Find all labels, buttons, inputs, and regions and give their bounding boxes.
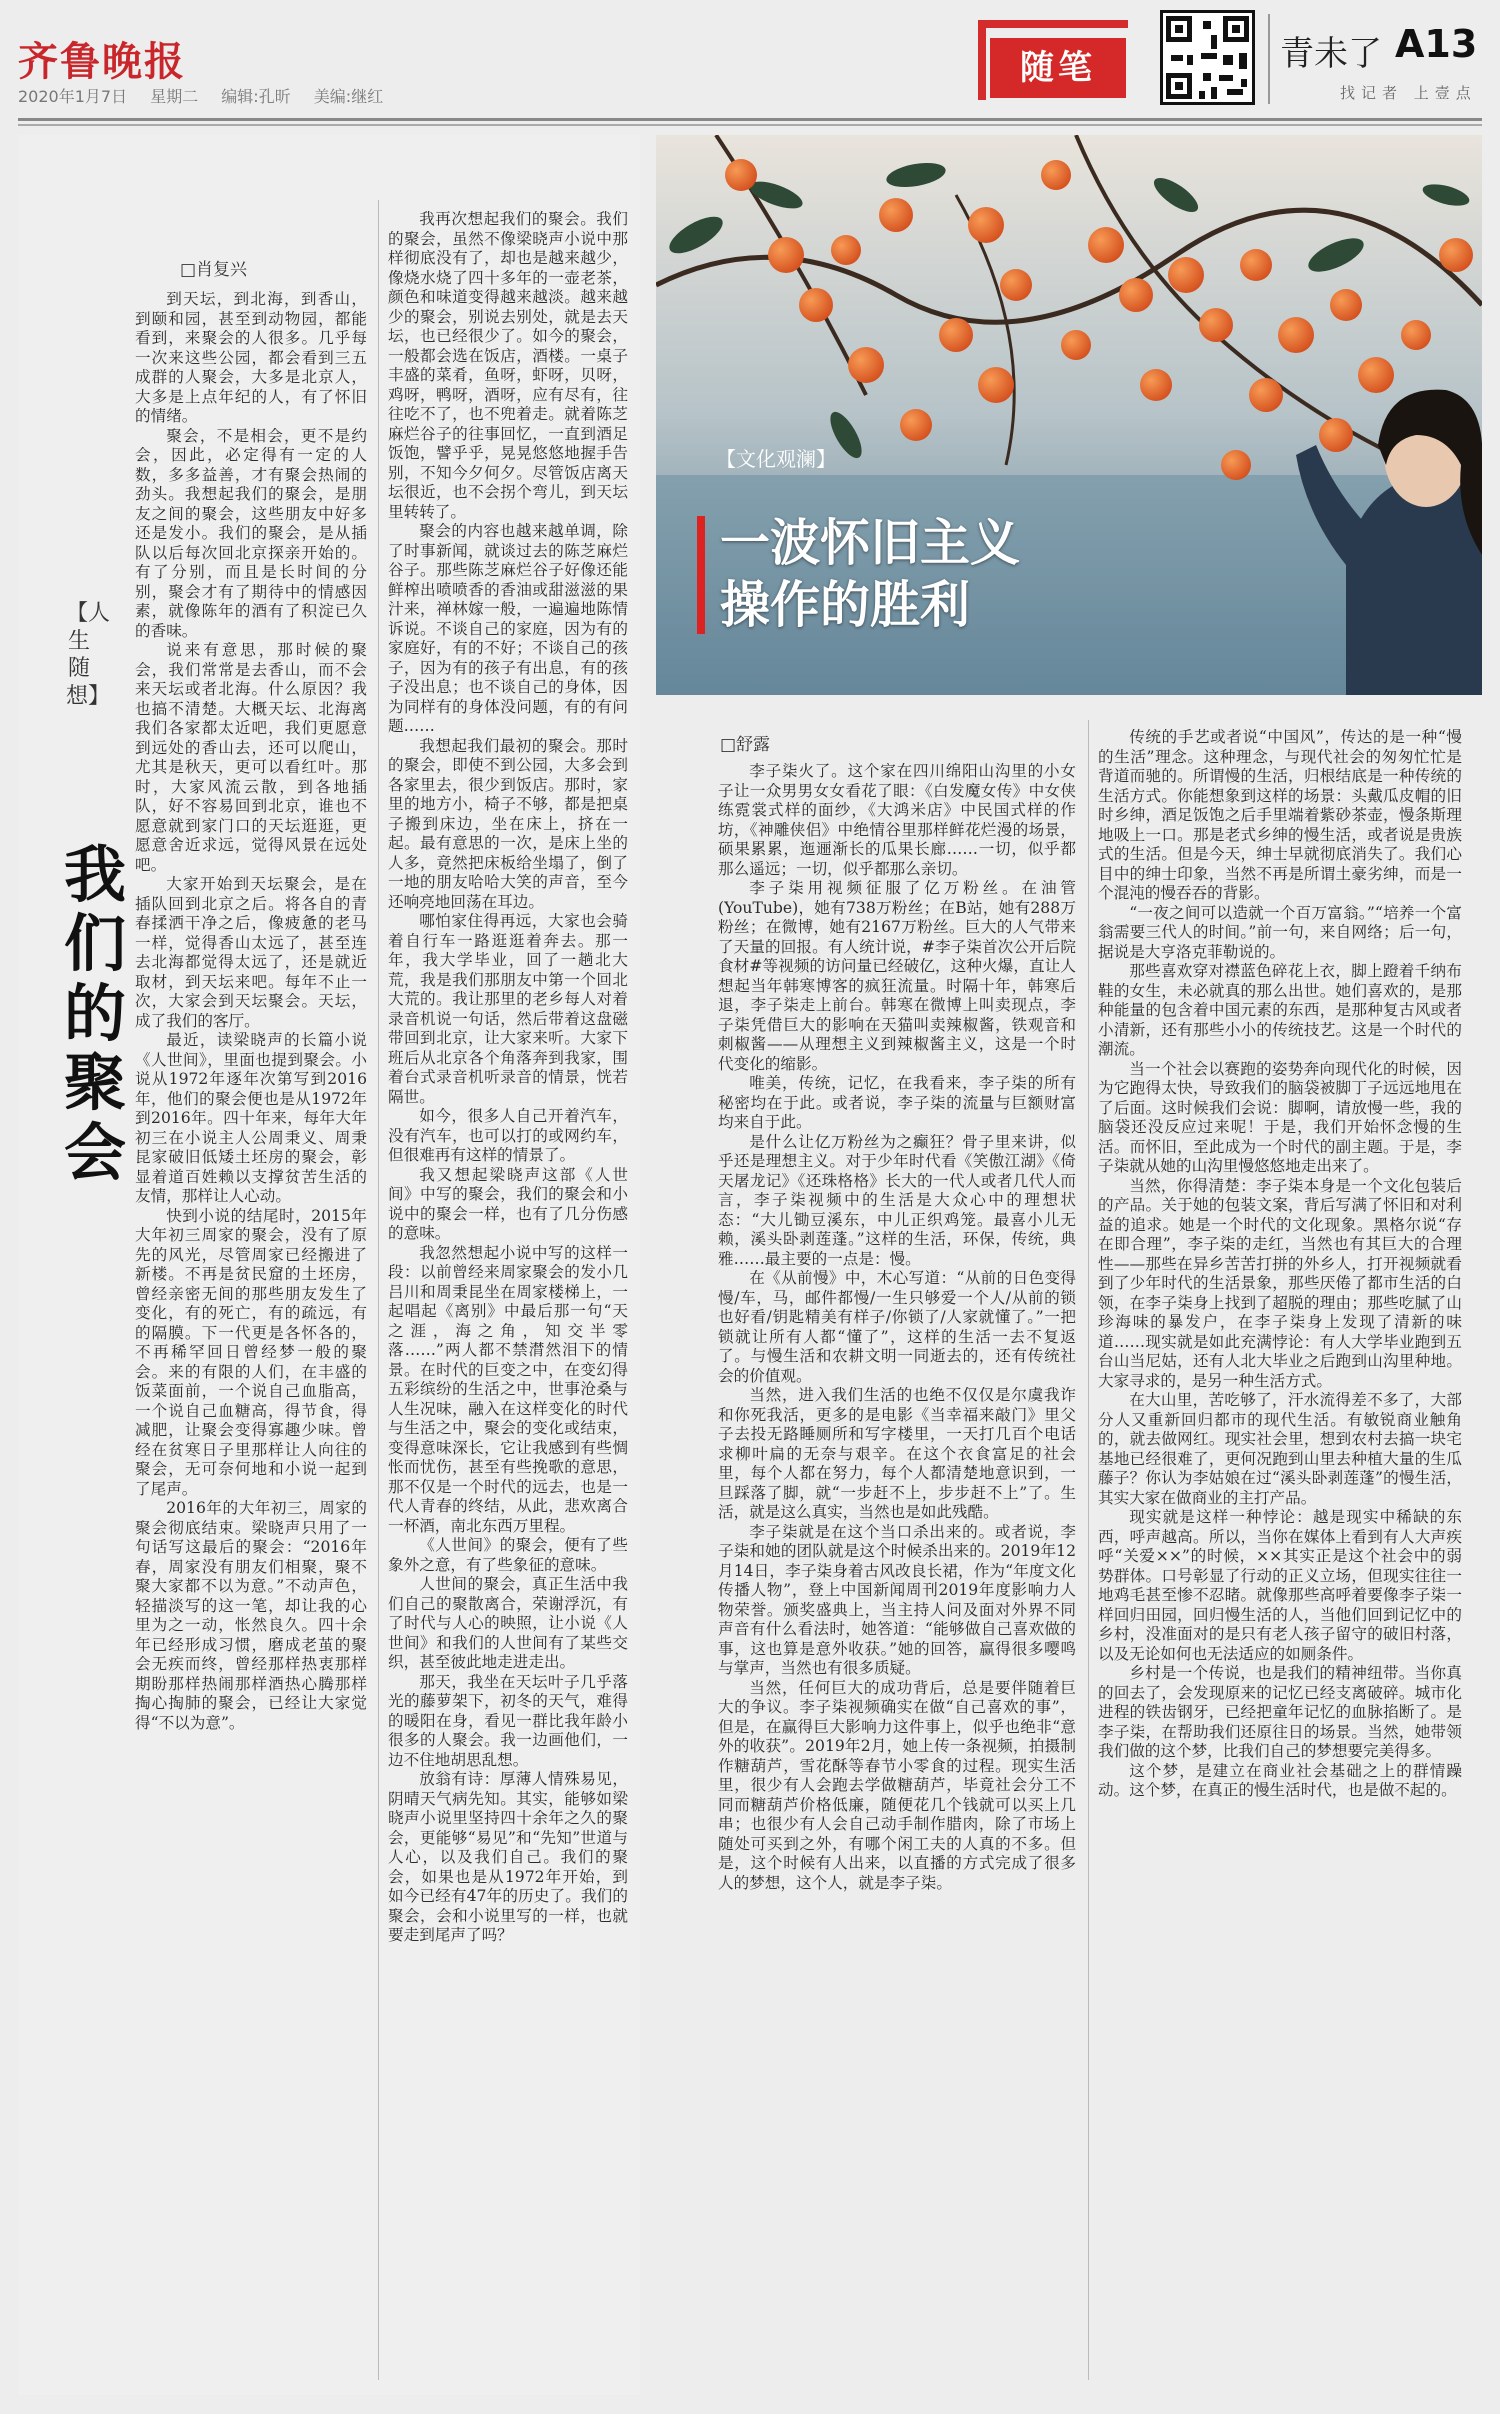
right-col1-body: [718, 762, 1076, 1893]
left-story-title: 我们的聚会: [63, 838, 126, 1189]
paragraph: 最近，读梁晓声的长篇小说《人世间》，里面也提到聚会。小说从1972年逐年次第写到2016年，他们的聚会便也是从1972年到2016年。四十年来，每年大年初三在小说主人公周秉义、周秉昆家破旧低矮土坯房的聚会，彰显着道百姓赖以支撑贫苦生活的友情，那样让人心动。: [135, 1031, 367, 1205]
column-rule: [1088, 720, 1089, 2380]
header-rule: [18, 118, 1482, 126]
column-title: 青未了: [1280, 34, 1382, 74]
headline-line-2: 操作的胜利: [720, 576, 970, 634]
paragraph: 放翁有诗：厚薄人情殊易见，阴晴天气病先知。其实，能够如梁晓声小说里坚持四十余年之久的聚会，更能够“易见”和“先知”世道与人心，以及我们自己。我们的聚会，如果也是从1972年开始，到如今已经有47年的历史了。我们的聚会，会和小说里写的一样，也就要走到尾声了吗？: [388, 1770, 628, 1944]
paragraph: 李子柒火了。这个家在四川绵阳山沟里的小女子让一众男男女女看花了眼：《白发魔女传》中女侠练霓裳式样的面纱，《大鸿米店》中民国式样的作坊，《神雕侠侣》中绝情谷里那样鲜花烂漫的场景，硕果累累，迤逦渐长的瓜果长廊……一切，似乎都那么遥远；一切，似乎都那么亲切。: [718, 762, 1076, 878]
page-number: A13: [1395, 22, 1478, 66]
right-story-headline: [720, 512, 1020, 636]
right-story-author: □舒露: [720, 735, 771, 755]
paragraph: 说来有意思，那时候的聚会，我们常常是去香山，而不会来天坛或者北海。什么原因？我也搞不清楚。大概天坛、北海离我们各家都太近吧，我们更愿意到远处的香山去，还可以爬山，尤其是秋天，更可以看红叶。那时，大家风流云散，到各地插队，好不容易回到北京，谁也不愿意就到家门口的天坛逛逛，更愿意舍近求远，觉得风景在远处吧。: [135, 641, 367, 874]
qr-code-icon[interactable]: [1160, 10, 1255, 105]
paragraph: 聚会的内容也越来越单调，除了时事新闻，就谈过去的陈芝麻烂谷子。那些陈芝麻烂谷子好像还能鲜榨出喷喷香的香油或甜滋滋的果汁来，禅林嫁一般，一遍遍地陈情诉说。不谈自己的家庭，因为有的家庭好，有的不好；不谈自己的孩子，因为有的孩子有出息，有的孩子没出息；也不谈自己的身体，因为同样有的身体没问题，有的有问题……: [388, 522, 628, 735]
paragraph: 我想起我们最初的聚会。那时的聚会，即使不到公园，大多会到各家里去，很少到饭店。那时，家里的地方小，椅子不够，都是把桌子搬到床边，坐在床上，挤在一起。最有意思的一次，是床上坐的人多，竟然把床板给坐塌了，倒了一地的朋友哈哈大笑的声音，至今还响亮地回荡在耳边。: [388, 736, 628, 911]
paragraph: 2016年的大年初三，周家的聚会彻底结束。梁晓声只用了一句话写这最后的聚会：“2016年春，周家没有朋友们相聚，聚不聚大家都不以为意。”不动声色，轻描淡写的这一笔，却让我的心里为之一动，怅然良久。四十余年已经形成习惯，磨成老茧的聚会无疾而终，曾经那样热衷那样期盼那样热闹那样酒热心腾那样掏心掏肺的聚会，已经让大家觉得“不以为意”。: [135, 1499, 367, 1732]
paragraph: 当一个社会以赛跑的姿势奔向现代化的时候，因为它跑得太快，导致我们的脑袋被脚丁子远远地甩在了后面。这时候我们会说：脚啊，请放慢一些，我的脑袋还没反应过来呢！于是，我们开始怀念慢的生活。而怀旧，至此成为一个时代的副主题。于是，李子柒就从她的山沟里慢悠悠地走出来了。: [1098, 1059, 1462, 1175]
paragraph: 当然，进入我们生活的也绝不仅仅是尔虞我诈和你死我活，更多的是电影《当幸福来敲门》里父子去投无路睡厕所和写字楼里，一天打几百个电话求柳叶扁的无奈与艰辛。在这个衣食富足的社会里，每个人都在努力，每个人都清楚地意识到，一旦踩落了脚，就“一步赶不上，步步赶不上”了。生活，就是这么真实，当然也是如此残酷。: [718, 1386, 1076, 1521]
headline-accent-bar: [697, 516, 705, 634]
right-story-kicker: 【文化观澜】: [716, 447, 836, 471]
paragraph: 《人世间》的聚会，便有了些象外之意，有了些象征的意味。: [388, 1536, 628, 1574]
paragraph: 李子柒用视频征服了亿万粉丝。在油管(YouTube)，她有738万粉丝；在B站，她有288万粉丝；在微博，她有2167万粉丝。巨大的人气带来了天量的回报。有人统计说，#李子柒首次公开后院食材#等视频的访问量已经破亿，这种火爆，直让人想起当年韩寒博客的疯狂流量。时隔十年，韩寒后退，李子柒走上前台。韩寒在微博上叫卖现点，李子柒凭借巨大的影响在天猫叫卖辣椒酱，铁观音和刺椒酱——从理想主义到辣椒酱主义，这是一个时代变化的缩影。: [718, 879, 1076, 1073]
left-story-column-2: [388, 210, 628, 2370]
section-label: 随笔: [990, 38, 1126, 98]
paragraph: “一夜之间可以造就一个百万富翁。”“培养一个富翁需要三代人的时间。”前一句，来自网络；后一句，据说是大亨洛克菲勒说的。: [1098, 903, 1462, 961]
column-rule: [378, 200, 379, 2380]
paragraph: 到天坛，到北海，到香山，到颐和园，甚至到动物园，都能看到，来聚会的人很多。几乎每一次来这些公园，都会看到三五成群的人聚会，大多是北京人，大多是上点年纪的人，有了怀旧的情绪。: [135, 290, 367, 425]
left-col2-body: [388, 210, 628, 1946]
masthead-logo: 齐鲁晚报: [18, 38, 186, 85]
left-column-label: 【人生随想】: [66, 601, 111, 709]
issue-weekday: 星期二: [150, 87, 199, 106]
paragraph: 聚会，不是相会，更不是约会，因此，必定得有一定的人数，多多益善，才有聚会热闹的劲头。我想起我们的聚会，是朋友之间的聚会，这些朋友中好多还是发小。我们的聚会，是从插队以后每次回北京探亲开始的。有了分别，而且是长时间的分别，聚会才有了期待中的情感因素，就像陈年的酒有了积淀已久的香味。: [135, 426, 367, 640]
issue-date: 2020年1月7日: [18, 87, 128, 106]
paragraph: 乡村是一个传说，也是我们的精神纽带。当你真的回去了，会发现原来的记忆已经支离破碎。城市化进程的铁齿钢牙，已经把童年记忆的血脉掐断了。是李子柒，在帮助我们还原往日的场景。当然，她带领我们做的这个梦，比我们自己的梦想要完美得多。: [1098, 1664, 1462, 1760]
paragraph: 这个梦，是建立在商业社会基础之上的群情躁动。这个梦，在真正的慢生活时代，也是做不起的。: [1098, 1761, 1462, 1799]
paragraph: 如今，很多人自己开着汽车，没有汽车，也可以打的或网约车，但很难再有这样的情景了。: [388, 1107, 628, 1164]
headline-line-1: 一波怀旧主义: [720, 514, 1020, 572]
reporters-note: 找记者 上壹点: [1340, 84, 1477, 102]
dateline: [18, 84, 401, 107]
right-col2-body: [1098, 728, 1462, 1801]
paragraph: 我忽然想起小说中写的这样一段：以前曾经来周家聚会的发小几吕川和周秉昆坐在周家楼梯上，一起唱起《离别》中最后那一句“天之涯，海之角，知交半零落……”两人都不禁潸然泪下的情景。在时代的巨变之中，在变幻得五彩缤纷的生活之中，世事沧桑与人生况味，融入在这样变化的时代与生活之中，聚会的变化或结束，变得意味深长，它让我感到有些惆怅而忧伤，甚至有些挽歌的意思，那不仅是一个时代的远去，也是一代人青春的终结，从此，悲欢离合一杯酒，南北东西万里程。: [388, 1243, 628, 1535]
paragraph: 我又想起梁晓声这部《人世间》中写的聚会，我们的聚会和小说中的聚会一样，也有了几分伤感的意味。: [388, 1165, 628, 1242]
paragraph: 李子柒就是在这个当口杀出来的。或者说，李子柒和她的团队就是这个时候杀出来的。2019年12月14日，李子柒身着古风改良长裙，作为“年度文化传播人物”，登上中国新闻周刊2019年度影响力人物荣誉。颁奖盛典上，当主持人问及面对外界不同声音有什么看法时，她答道：“能够做自己喜欢做的事，这也算是意外收获。”她的回答，赢得很多嘤鸣与掌声，当然也有很多质疑。: [718, 1522, 1076, 1677]
paragraph: 人世间的聚会，真正生活中我们自己的聚散离合，荣谢浮沉，有了时代与人心的映照，让小说《人世间》和我们的人世间有了某些交织，甚至彼此地走进走出。: [388, 1575, 628, 1671]
paragraph: 现实就是这样一种悖论：越是现实中稀缺的东西，呼声越高。所以，当你在媒体上看到有人大声疾呼“关爱××”的时候，××其实正是这个社会中的弱势群体。口号彰显了行动的正义立场，但现实往往一地鸡毛甚至惨不忍睹。就像那些高呼着要像李子柒一样回归田园，回归慢生活的人，当他们回到记忆中的乡村，没准面对的是只有老人孩子留守的破旧村落，以及无论如何也无法适应的如厕条件。: [1098, 1508, 1462, 1663]
section-tag: [978, 20, 1128, 100]
paragraph: 在《从前慢》中，木心写道：“从前的日色变得慢/车，马，邮件都慢/一生只够爱一个人/从前的锁也好看/钥匙精美有样子/你锁了/人家就懂了。”一把锁就让所有人都“懂了”，这样的生活一去不复返了。与慢生活和农耕文明一同逝去的，还有传统社会的价值观。: [718, 1269, 1076, 1385]
paragraph: 传统的手艺或者说“中国风”，传达的是一种“慢的生活”理念。这种理念，与现代社会的匆匆忙忙是背道而驰的。所谓慢的生活，归根结底是一种传统的生活方式。你能想象到这样的场景：头戴瓜皮帽的旧时乡绅，酒足饭饱之后手里端着紫砂茶壶，慢条斯理地吸上一口。那是老式乡绅的慢生活，或者说是贵族式的生活。但是今天，绅士早就彻底消失了。我们心目中的绅士印象，当然不再是所谓土豪劣绅，而是一个混沌的慢吞吞的背影。: [1098, 728, 1462, 902]
paragraph: 那天，我坐在天坛叶子几乎落光的藤萝架下，初冬的天气，难得的暖阳在身，看见一群比我年龄小很多的人聚会。我一边画他们，一边不住地胡思乱想。: [388, 1672, 628, 1769]
paragraph: 当然，任何巨大的成功背后，总是要伴随着巨大的争议。李子柒视频确实在做“自己喜欢的事”，但是，在赢得巨大影响力这件事上，似乎也绝非“意外的收获”。2019年2月，她上传一条视频，拍摄制作糖葫芦，雪花酥等春节小零食的过程。现实生活里，很少有人会跑去学做糖葫芦，毕竟社会分工不同而糖葫芦价格低廉，随便花几个钱就可以买上几串；也很少有人会自己动手制作腊肉，除了市场上随处可买到之外，有哪个闲工夫的人真的不多。但是，这个时候有人出来，以直播的方式完成了很多人的梦想，这个人，就是李子柒。: [718, 1678, 1076, 1892]
paragraph: 唯美，传统，记忆，在我看来，李子柒的所有秘密均在于此。或者说，李子柒的流量与巨额财富均来自于此。: [718, 1074, 1076, 1131]
paragraph: 当然，你得清楚：李子柒本身是一个文化包装后的产品。关于她的包装文案，背后写满了怀旧和对利益的追求。她是一个时代的文化现象。黑格尔说“存在即合理”，李子柒的走红，当然也有其巨大的合理性——那些在异乡苦苦打拼的外乡人，打开视频就看到了少年时代的生活景象，那些厌倦了都市生活的白领，在李子柒身上找到了超脱的理由；那些吃腻了山珍海味的暴发户，在李子柒身上发现了清新的味道……现实就是如此充满悖论：有人大学毕业跑到五台山当尼姑，还有人北大毕业之后跑到山沟里种地。大家寻求的，是另一种生活方式。: [1098, 1176, 1462, 1390]
designer-credit: 美编:继红: [313, 87, 384, 106]
right-story-column-1: [718, 762, 1076, 2372]
left-col1-body: [135, 290, 367, 1733]
header-divider: [1268, 14, 1270, 104]
left-story-column-1: [135, 290, 367, 2370]
left-story-author: □肖复兴: [180, 260, 248, 280]
paragraph: 是什么让亿万粉丝为之癫狂？骨子里来讲，似乎还是理想主义。对于少年时代看《笑傲江湖》《倚天屠龙记》《还珠格格》长大的一代人或者几代人而言，李子柒视频中的生活是大众心中的理想状态：“大儿锄豆溪东，中儿正织鸡笼。最喜小儿无赖，溪头卧剥莲蓬。”这样的生活，环保，传统，典雅……最主要的一点是：慢。: [718, 1132, 1076, 1268]
paragraph: 那些喜欢穿对襟蓝色碎花上衣，脚上蹬着千纳布鞋的女生，未必就真的那么出世。她们喜欢的，是那种能量的包含着中国元素的东西，是那种复古风或者小清新，还有那些小小的传统技艺。这是一个时代的潮流。: [1098, 962, 1462, 1058]
paragraph: 在大山里，苦吃够了，汗水流得差不多了，大部分人又重新回归都市的现代生活。有敏锐商业触角的，就去做网红。现实社会里，想到农村去搞一块宅基地已经很难了，更何况跑到山里去种植大量的生瓜藤子？你认为李姑娘在过“溪头卧剥莲蓬”的慢生活，其实大家在做商业的主打产品。: [1098, 1391, 1462, 1507]
editor-credit: 编辑:孔昕: [221, 87, 291, 106]
paragraph: 哪怕家住得再远，大家也会骑着自行车一路逛逛着奔去。那一年，我大学毕业，回了一趟北大荒，我是我们那朋友中第一个回北大荒的。我让那里的老乡每人对着录音机说一句话，然后带着这盘磁带回到北京，让大家来听。大家下班后从北京各个角落奔到我家，围着台式录音机听录音的情景，恍若隔世。: [388, 912, 628, 1106]
paragraph: 大家开始到天坛聚会，是在插队回到北京之后。将各自的青春揉洒干净之后，像疲惫的老马一样，觉得香山太远了，甚至连去北海都觉得太远了，还是就近取材，到天坛来吧。每年不止一次，大家会到天坛聚会。天坛，成了我们的客厅。: [135, 875, 367, 1030]
paragraph: 我再次想起我们的聚会。我们的聚会，虽然不像梁晓声小说中那样彻底没有了，却也是越来越少，像烧水烧了四十多年的一壶老茶，颜色和味道变得越来越淡。越来越少的聚会，别说去别处，就是去天坛，也已经很少了。如今的聚会，一般都会选在饭店，酒楼。一桌子丰盛的菜肴，鱼呀，虾呀，贝呀，鸡呀，鸭呀，酒呀，应有尽有，往往吃不了，也不兜着走。就着陈芝麻烂谷子的往事回忆，一直到酒足饭饱，譬乎乎，晃晃悠悠地握手告别，不知今夕何夕。尽管饭店离天坛很近，也不会拐个弯儿，到天坛里转转了。: [388, 210, 628, 521]
right-story-column-2: [1098, 728, 1462, 2378]
paragraph: 快到小说的结尾时，2015年大年初三周家的聚会，没有了原先的风光，尽管周家已经搬进了新楼。不再是贫民窟的土坯房，曾经亲密无间的那些朋友发生了变化，有的死亡，有的疏远，有的隔膜。下一代更是各怀各的，不再稀罕回日曾经梦一般的聚会。来的有限的人们，在丰盛的饭菜面前，一个说自己血脂高，一个说自己血糖高，得节食，得减肥，让聚会变得寡趣少味。曾经在贫寒日子里那样让人向往的聚会，无可奈何地和小说一起到了尾声。: [135, 1206, 367, 1498]
